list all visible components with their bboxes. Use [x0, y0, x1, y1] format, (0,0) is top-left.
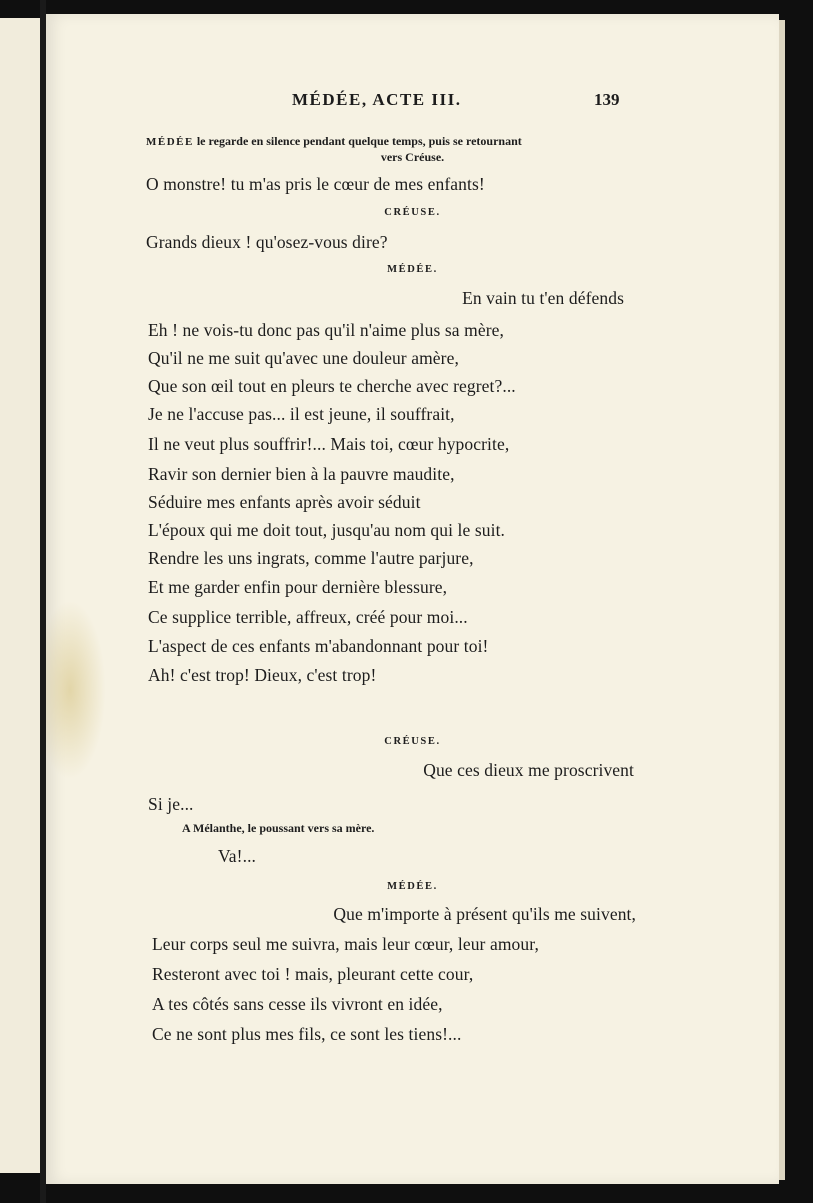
verse-line: A tes côtés sans cesse ils vivront en idée,: [152, 994, 443, 1014]
verse-line: L'époux qui me doit tout, jusqu'au nom qui le suit.: [148, 520, 506, 540]
verse-line: Je ne l'accuse pas... il est jeune, il souffrait,: [148, 404, 455, 424]
book-page: [46, 14, 779, 1184]
verse-line: Ce ne sont plus mes fils, ce sont les tiens!...: [152, 1024, 462, 1044]
right-page-edge: [779, 20, 785, 1180]
verse-line: Que son œil tout en pleurs te cherche avec regret?...: [148, 376, 516, 396]
verse-line: Séduire mes enfants après avoir séduit: [148, 492, 421, 512]
verse-line: Il ne veut plus souffrir!... Mais toi, cœur hypocrite,: [148, 434, 510, 454]
speaker-name: MÉDÉE.: [387, 264, 438, 275]
page-header: [46, 90, 779, 116]
speaker-name: CRÉUSE.: [384, 207, 441, 218]
verse-line: Qu'il ne me suit qu'avec une douleur amère,: [148, 348, 459, 368]
left-page-edge: [0, 18, 40, 1173]
stage-direction: vers Créuse.: [380, 150, 445, 164]
verse-line: Si je...: [148, 794, 194, 814]
verse-line: Rendre les uns ingrats, comme l'autre parjure,: [148, 548, 474, 568]
paper-stain: [46, 600, 106, 780]
verse-line: L'aspect de ces enfants m'abandonnant pour toi!: [148, 636, 489, 656]
running-head: MÉDÉE, ACTE III.: [292, 90, 462, 109]
speaker-name: CRÉUSE.: [384, 736, 441, 747]
verse-line: Grands dieux ! qu'osez-vous dire?: [146, 232, 388, 252]
verse-line: Que ces dieux me proscrivent: [423, 760, 634, 780]
page-number: 139: [594, 90, 620, 109]
stage-direction-text: le regarde en silence pendant quelque temps, puis se retournant: [193, 134, 522, 148]
verse-line: Ce supplice terrible, affreux, créé pour moi...: [148, 607, 468, 627]
verse-line: Et me garder enfin pour dernière blessure,: [148, 577, 448, 597]
verse-line: En vain tu t'en défends: [462, 288, 624, 308]
stage-direction: A Mélanthe, le poussant vers sa mère.: [182, 821, 375, 835]
verse-line: Ah! c'est trop! Dieux, c'est trop!: [148, 665, 377, 685]
stage-direction: [146, 134, 522, 149]
verse-line: Que m'importe à présent qu'ils me suivent,: [333, 904, 636, 924]
speaker-name: MÉDÉE.: [387, 881, 438, 892]
speaker-name: MÉDÉE: [146, 136, 194, 148]
verse-line: Leur corps seul me suivra, mais leur cœur, leur amour,: [152, 934, 539, 954]
verse-line: O monstre! tu m'as pris le cœur de mes enfants!: [146, 174, 485, 194]
verse-line: Eh ! ne vois-tu donc pas qu'il n'aime plus sa mère,: [148, 320, 504, 340]
verse-line: Ravir son dernier bien à la pauvre maudite,: [148, 464, 455, 484]
verse-line: Resteront avec toi ! mais, pleurant cette cour,: [152, 964, 474, 984]
verse-line: Va!...: [218, 846, 257, 866]
